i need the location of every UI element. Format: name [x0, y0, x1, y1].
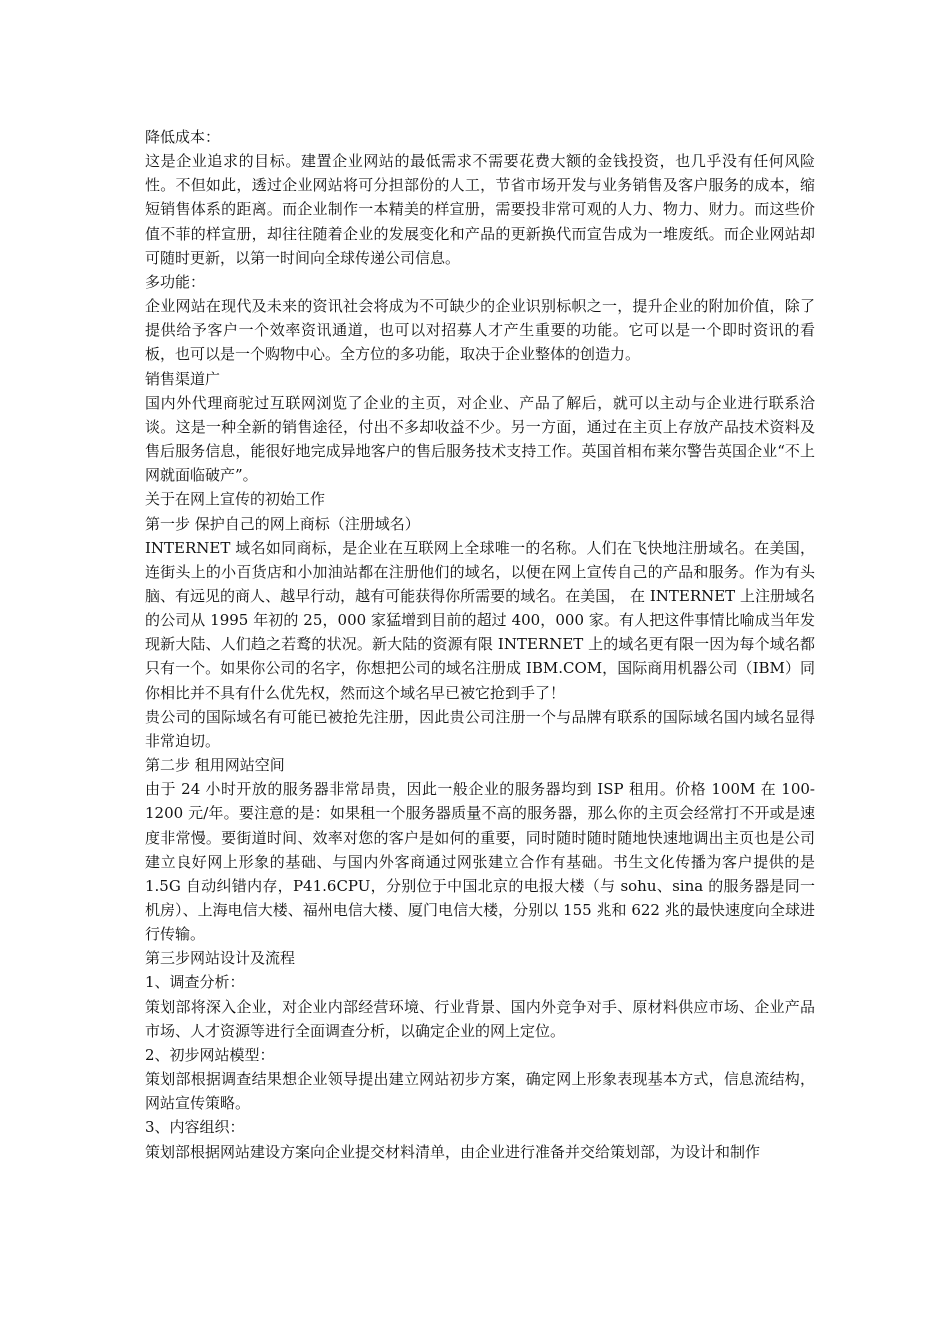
paragraph-domain-registration: INTERNET 域名如同商标，是企业在互联网上全球唯一的名称。人们在飞快地注册域名。在美国，连街头上的小百货店和小加油站都在注册他们的域名，以便在网上宣传自己的产品和服务。作为有头脑、有远见的商人、越早行动，越有可能获得你所需要的域名。在美国， 在 INTERNET 上注册域名的公司从 1995 年初的 25，000 家猛增到目前的超过 400，000 家。有人把这件事情比喻成当年发现新大陆、人们趋之若鹜的状况。新大陆的资源有限 INTERNET 上的域名更有限一因为每个域名都只有一个。如果你公司的名字，你想把公司的域名注册成 IBM.COM，国际商用机器公司（IBM）同你相比并不具有什么优先权，然而这个域名早已被它抢到手了！: [145, 538, 815, 702]
step-three-heading: 第三步网站设计及流程: [145, 949, 296, 968]
section-heading-sales-channel: 销售渠道广: [145, 369, 221, 388]
paragraph-content: 策划部根据网站建设方案向企业提交材料清单，由企业进行准备并交给策划部，为设计和制作: [145, 1142, 761, 1161]
paragraph-research: 策划部将深入企业，对企业内部经营环境、行业背景、国内外竞争对手、原材料供应市场、企业产品市场、人才资源等进行全面调查分析，以确定企业的网上定位。: [145, 997, 815, 1040]
paragraph-model: 策划部根据调查结果想企业领导提出建立网站初步方案，确定网上形象表现基本方式，信息流结构，网站宣传策略。: [145, 1070, 815, 1113]
section-heading-initial-work: 关于在网上宣传的初始工作: [145, 490, 326, 509]
step-one-heading: 第一步 保护自己的网上商标（注册域名）: [145, 514, 420, 533]
paragraph-sales-channel: 国内外代理商驼过互联网浏览了企业的主页，对企业、产品了解后，就可以主动与企业进行联系洽谈。这是一种全新的销售途径，付出不多却收益不少。另一方面，通过在主页上存放产品技术资料及售后服务信息，能很好地完成异地客户的售后服务技术支持工作。英国首相布莱尔警告英国企业“不上网就面临破产”。: [145, 393, 815, 485]
paragraph-multifunction: 企业网站在现代及未来的资讯社会将成为不可缺少的企业识别标帜之一，提升企业的附加价值，除了提供给予客户一个效率资讯通道，也可以对招募人才产生重要的功能。它可以是一个即时资讯的看板，也可以是一个购物中心。全方位的多功能，取决于企业整体的创造力。: [145, 297, 815, 364]
document-page: [145, 125, 815, 1164]
item-one-heading: 1、调查分析：: [145, 973, 245, 992]
item-three-heading: 3、内容组织：: [145, 1118, 245, 1137]
step-two-heading: 第二步 租用网站空间: [145, 756, 285, 775]
paragraph-domain-urgency: 贵公司的国际域名有可能已被抢先注册，因此贵公司注册一个与品牌有联系的国际域名国内域名显得非常迫切。: [145, 707, 815, 750]
paragraph-cost: 这是企业追求的目标。建置企业网站的最低需求不需要花费大额的金钱投资，也几乎没有任何风险性。不但如此，透过企业网站将可分担部份的人工，节省市场开发与业务销售及客户服务的成本，缩短销售体系的距离。而企业制作一本精美的样宣册，需要投非常可观的人力、物力、财力。而这些价值不菲的样宣册，却往往随着企业的发展变化和产品的更新换代而宣告成为一堆废纸。而企业网站却可随时更新，以第一时间向全球传递公司信息。: [145, 152, 815, 267]
section-heading-cost: 降低成本：: [145, 128, 221, 146]
section-heading-multifunction: 多功能：: [145, 272, 206, 291]
paragraph-hosting: 由于 24 小时开放的服务器非常昂贵，因此一般企业的服务器均到 ISP 租用。价格 100M 在 100-1200 元/年。要注意的是：如果租一个服务器质量不高的服务器，那么你的主页会经常打不开或是速度非常慢。要街道时间、效率对您的客户是如何的重要，同时随时随时随地快速地调出主页也是公司建立良好网上形象的基础、与国内外客商通过网张建立合作有基础。书生文化传播为客户提供的是 1.5G 自动纠错内存，P41.6CPU，分别位于中国北京的电报大楼（与 sohu、sina 的服务器是同一机房）、上海电信大楼、福州电信大楼、厦门电信大楼，分别以 155 兆和 622 兆的最快速度向全球进行传输。: [145, 780, 815, 944]
item-two-heading: 2、初步网站模型：: [145, 1045, 275, 1064]
